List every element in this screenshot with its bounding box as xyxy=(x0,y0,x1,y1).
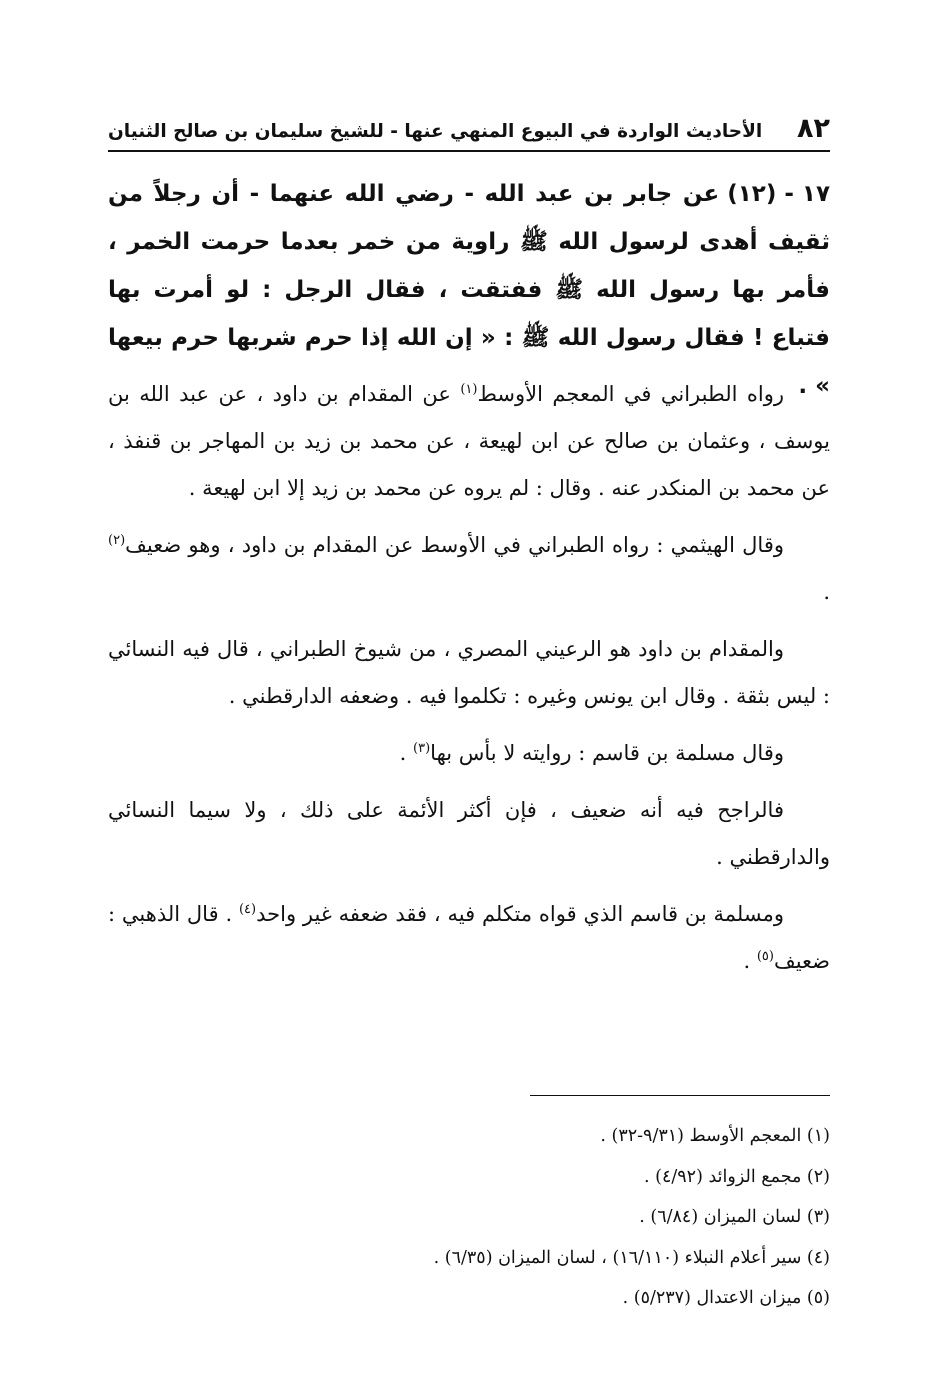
footnote-marker[interactable]: (٣) xyxy=(413,741,431,756)
footnotes xyxy=(108,1116,830,1319)
footnote-item: (١) المعجم الأوسط (٩/٣١-٣٢) . xyxy=(600,1126,830,1146)
running-title: الأحاديث الواردة في البيوع المنهي عنها - للشيخ سليمان بن صالح الثنيان xyxy=(108,121,763,142)
footnote-marker[interactable]: (١) xyxy=(460,382,478,397)
paragraph xyxy=(108,522,830,616)
paragraph-text: . قال الذهبي : ضعيف xyxy=(108,902,830,973)
footnote-item: (٤) سير أعلام النبلاء (١٦/١١٠) ، لسان الميزان (٦/٣٥) . xyxy=(433,1247,830,1268)
footnote-marker[interactable]: (٥) xyxy=(756,949,774,964)
page-header xyxy=(108,104,830,152)
paragraph xyxy=(108,371,830,512)
paragraph-text: . xyxy=(823,580,830,604)
paragraph-text: . xyxy=(743,949,757,973)
paragraph-text: عن المقدام بن داود ، عن عبد الله بن يوسف ، وعثمان بن صالح عن ابن لهيعة ، عن محمد بن زيد بن المهاجر بن قنفذ ، عن محمد بن المنكدر عنه . وقال : لم يروه عن محمد بن زيد إلا ابن لهيعة . xyxy=(108,382,830,500)
footnote-separator xyxy=(530,1095,830,1096)
footnote-item: (٢) مجمع الزوائد (٤/٩٢) . xyxy=(644,1166,830,1187)
commentary-block xyxy=(108,371,830,995)
paragraph-text: وقال مسلمة بن قاسم : روايته لا بأس بها xyxy=(430,741,784,765)
hadith-body: عن جابر بن عبد الله - رضي الله عنهما - أن رجلاً من ثقيف أهدى لرسول الله ﷺ راوية من خمر بعدما حرمت الخمر ، فأمر بها رسول الله ﷺ ففتقت ، فقال الرجل : لو أمرت بها فتباع ! فقال رسول الله ﷺ : « إن الله إذا حرم شربها حرم بيعها » . xyxy=(108,181,830,399)
paragraph xyxy=(108,787,830,881)
paragraph-text: . xyxy=(399,741,414,765)
paragraph-text: رواه الطبراني في المعجم الأوسط xyxy=(477,382,785,406)
footnote-marker[interactable]: (٢) xyxy=(108,533,126,548)
paragraph-text: ومسلمة بن قاسم الذي قواه متكلم فيه ، فقد ضعفه غير واحد xyxy=(256,902,784,926)
paragraph xyxy=(108,626,830,720)
hadith-number: ١٧ - (١٢) xyxy=(727,181,830,207)
footnote-item: (٥) ميزان الاعتدال (٥/٢٣٧) . xyxy=(622,1288,830,1308)
footnote-marker[interactable]: (٤) xyxy=(238,902,257,917)
paragraph-text: وقال الهيثمي : رواه الطبراني في الأوسط عن المقدام بن داود ، وهو ضعيف xyxy=(125,533,784,557)
paragraph-text: والمقدام بن داود هو الرعيني المصري ، من شيوخ الطبراني ، قال فيه النسائي : ليس بثقة . وقال ابن يونس وغيره : تكلموا فيه . وضعفه الدارقطني . xyxy=(108,637,830,708)
paragraph-text: فالراجح فيه أنه ضعيف ، فإن أكثر الأئمة على ذلك ، ولا سيما النسائي والدارقطني . xyxy=(108,798,830,869)
paragraph xyxy=(108,891,830,985)
page-number: ٨٢ xyxy=(797,113,830,144)
paragraph xyxy=(108,730,830,777)
footnote-item: (٣) لسان الميزان (٦/٨٤) . xyxy=(639,1207,830,1227)
